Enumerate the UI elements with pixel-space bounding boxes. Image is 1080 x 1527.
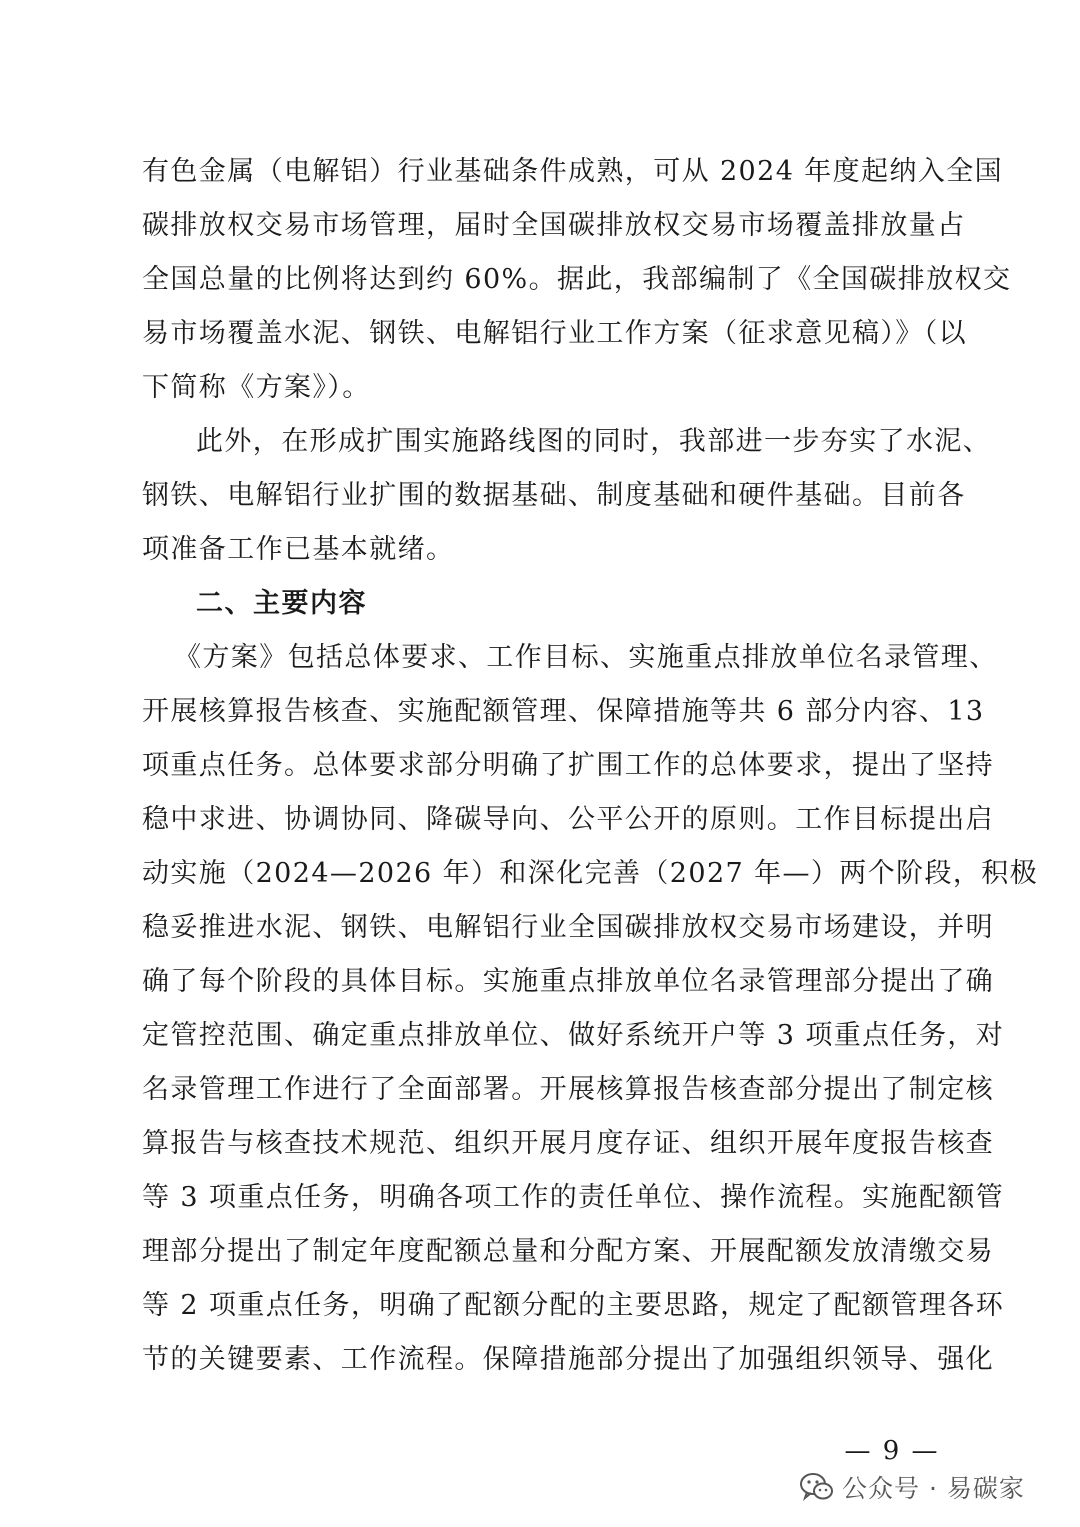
paragraph-line: 理部分提出了制定年度配额总量和分配方案、开展配额发放清缴交易 (142, 1236, 994, 1267)
paragraph-line: 定管控范围、确定重点排放单位、做好系统开户等 3 项重点任务，对 (142, 1020, 1005, 1051)
paragraph-line: 全国总量的比例将达到约 60%。据此，我部编制了《全国碳排放权交 (142, 264, 1012, 295)
paragraph-line: 项准备工作已基本就绪。 (142, 534, 455, 565)
paragraph-line: 易市场覆盖水泥、钢铁、电解铝行业工作方案（征求意见稿）》（以 (142, 318, 967, 349)
paragraph-line: 算报告与核查技术规范、组织开展月度存证、组织开展年度报告核查 (142, 1128, 994, 1159)
paragraph-line: 等 3 项重点任务，明确各项工作的责任单位、操作流程。实施配额管 (142, 1182, 1005, 1213)
paragraph-line: 下简称《方案》）。 (142, 372, 371, 403)
paragraph-line: 《方案》包括总体要求、工作目标、实施重点排放单位名录管理、 (174, 642, 998, 673)
paragraph-line: 碳排放权交易市场管理，届时全国碳排放权交易市场覆盖排放量占 (142, 210, 966, 241)
paragraph-line: 开展核算报告核查、实施配额管理、保障措施等共 6 部分内容、13 (142, 696, 985, 727)
section-heading: 二、主要内容 (196, 588, 367, 619)
wechat-icon (800, 1472, 834, 1502)
paragraph-line: 确了每个阶段的具体目标。实施重点排放单位名录管理部分提出了确 (142, 966, 994, 997)
page-number: — 9 — (844, 1436, 940, 1466)
paragraph-line: 钢铁、电解铝行业扩围的数据基础、制度基础和硬件基础。目前各 (142, 480, 966, 511)
paragraph-line: 等 2 项重点任务，明确了配额分配的主要思路，规定了配额管理各环 (142, 1290, 1005, 1321)
paragraph-line: 节的关键要素、工作流程。保障措施部分提出了加强组织领导、强化 (142, 1344, 994, 1375)
paragraph-line: 稳妥推进水泥、钢铁、电解铝行业全国碳排放权交易市场建设，并明 (142, 912, 994, 943)
paragraph-line: 有色金属（电解铝）行业基础条件成熟，可从 2024 年度起纳入全国 (142, 156, 1004, 187)
wechat-watermark (800, 1467, 1025, 1507)
watermark-text: 公众号 · 易碳家 (842, 1474, 1025, 1503)
paragraph-line: 此外，在形成扩围实施路线图的同时，我部进一步夯实了水泥、 (196, 426, 992, 457)
paragraph-line: 稳中求进、协调协同、降碳导向、公平公开的原则。工作目标提出启 (142, 804, 994, 835)
paragraph-line: 动实施（2024—2026 年）和深化完善（2027 年—）两个阶段，积极 (142, 858, 1039, 889)
paragraph-line: 项重点任务。总体要求部分明确了扩围工作的总体要求，提出了坚持 (142, 750, 994, 781)
paragraph-line: 名录管理工作进行了全面部署。开展核算报告核查部分提出了制定核 (142, 1074, 994, 1105)
